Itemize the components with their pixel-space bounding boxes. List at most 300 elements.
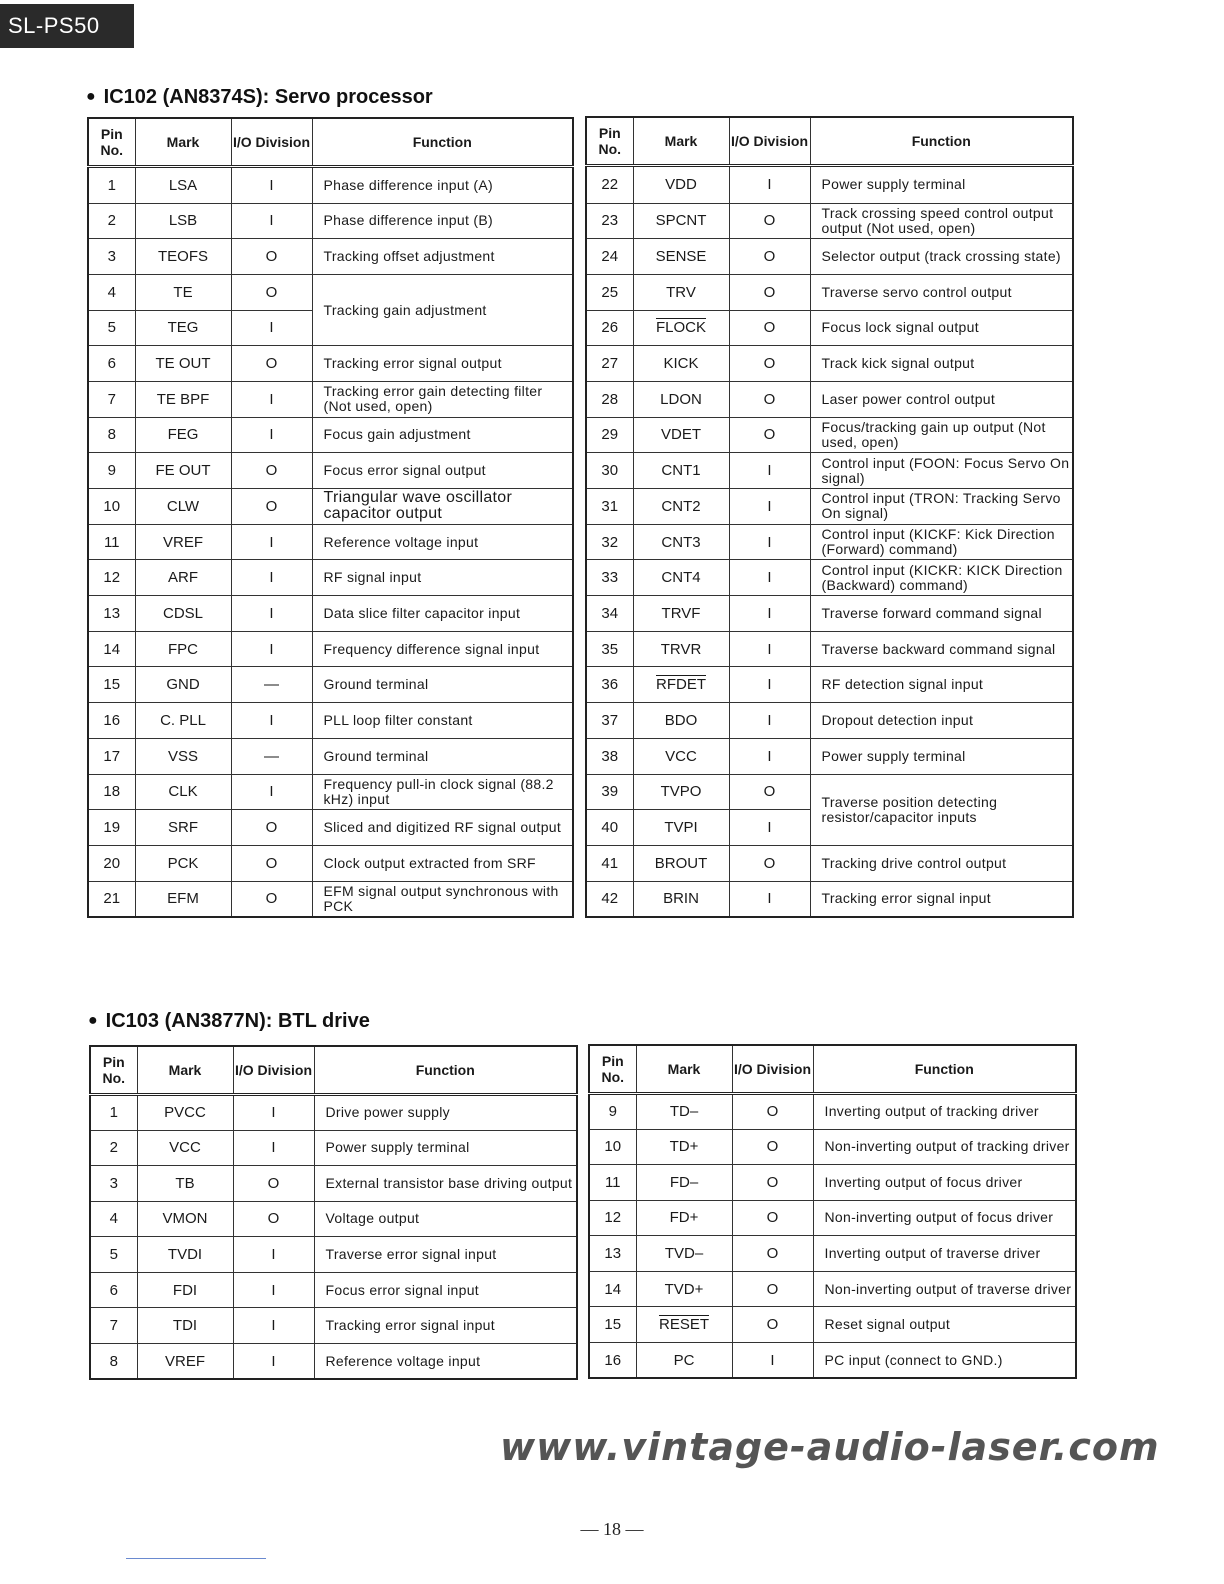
ic103-heading [88,1010,370,1033]
table-row [90,1308,577,1344]
pin-function: Phase difference input (A) [312,166,573,203]
pin-mark [633,596,729,632]
table-row [90,1272,577,1308]
pin-function: Reset signal output [813,1307,1076,1343]
pin-number: 7 [90,1308,137,1344]
table-row [589,1307,1076,1343]
pin-mark [636,1343,732,1379]
pin-mark-text: FD+ [669,1209,699,1227]
pin-mark [135,560,231,596]
pin-io-division: I [233,1272,314,1308]
pin-mark-text: TVD– [664,1245,704,1263]
pin-number: 40 [586,810,633,846]
pin-mark-text: VCC [169,1139,201,1157]
pin-number: 10 [88,489,135,525]
table-row [88,596,573,632]
pin-number: 27 [586,346,633,382]
pin-io-division: I [729,810,810,846]
pin-io-division: I [231,774,312,810]
header-io-division: I/O Division [732,1045,813,1093]
table-row [586,596,1073,632]
pin-io-division: O [732,1236,813,1272]
table-row [90,1237,577,1273]
pin-number: 5 [88,310,135,346]
pin-mark [636,1165,732,1201]
pin-mark [633,274,729,310]
pin-function: Focus/tracking gain up output (Not used, open) [810,417,1073,453]
table-row [88,381,573,417]
table-row [586,524,1073,560]
pin-mark [633,845,729,881]
pin-mark [633,381,729,417]
pin-function: Control input (FOON: Focus Servo On signal) [810,453,1073,489]
table-row [90,1130,577,1166]
pin-mark-text: TEOFS [157,248,208,266]
pin-number: 6 [90,1272,137,1308]
pin-function: Tracking offset adjustment [312,239,573,275]
pin-mark-text: LSB [168,212,198,230]
pin-mark-text: TD– [669,1103,699,1120]
pin-number: 16 [88,703,135,739]
pin-io-division: I [729,489,810,525]
pin-mark-text: TB [175,1174,195,1192]
pin-mark [137,1166,233,1202]
pin-mark-text: FLOCK [655,319,706,337]
pin-function: Focus lock signal output [810,310,1073,346]
pin-mark-text: PVCC [164,1104,206,1121]
pin-mark [135,810,231,846]
table-row [589,1271,1076,1307]
pin-mark [636,1271,732,1307]
ic102-pin-table-left [87,117,574,918]
header-io-division: I/O Division [729,117,810,165]
pin-function: Focus error signal output [312,453,573,489]
link-underline [126,1558,266,1559]
table-row [589,1129,1076,1165]
pin-mark [137,1272,233,1308]
pin-function: Traverse error signal input [314,1237,577,1273]
pin-function: Tracking gain adjustment [312,274,573,345]
pin-mark-text: CNT4 [661,569,701,587]
header-io-division: I/O Division [233,1046,314,1094]
pin-mark [135,845,231,881]
pin-number: 42 [586,881,633,917]
pin-mark-text: TE BPF [156,390,210,408]
table-row [90,1166,577,1202]
pin-mark [636,1307,732,1343]
pin-number: 34 [586,596,633,632]
pin-function: Traverse forward command signal [810,596,1073,632]
page-number: — 18 — [580,1519,644,1539]
pin-number: 17 [88,738,135,774]
pin-mark [137,1308,233,1344]
table-row [589,1343,1076,1379]
table-row [88,417,573,453]
pin-io-division: I [231,203,312,239]
pin-mark-text: RESET [658,1316,709,1334]
table-row [88,239,573,275]
pin-function: Phase difference input (B) [312,203,573,239]
pin-io-division: O [729,239,810,275]
table-row [586,560,1073,596]
table-row [586,738,1073,774]
header-pin-no: Pin No. [88,118,135,166]
pin-number: 3 [88,239,135,275]
pin-number: 4 [90,1201,137,1237]
pin-mark [633,489,729,525]
pin-mark-text: BRIN [663,890,699,908]
pin-number: 15 [88,667,135,703]
pin-mark-text: CNT3 [661,533,701,551]
pin-mark [137,1237,233,1273]
pin-number: 9 [589,1093,636,1129]
pin-number: 5 [90,1237,137,1273]
pin-mark [633,453,729,489]
pin-number: 22 [586,165,633,203]
header-pin-no: Pin No. [589,1045,636,1093]
pin-io-division: O [231,274,312,310]
pin-mark [135,310,231,346]
pin-mark [135,203,231,239]
table-row [88,166,573,203]
pin-io-division: I [729,560,810,596]
pin-number: 8 [88,417,135,453]
table-row [88,274,573,310]
pin-mark [135,489,231,525]
pin-number: 11 [589,1165,636,1201]
pin-number: 11 [88,524,135,560]
pin-mark [137,1344,233,1380]
pin-number: 23 [586,203,633,239]
pin-io-division: I [729,738,810,774]
pin-function: Dropout detection input [810,703,1073,739]
pin-io-division: O [732,1200,813,1236]
pin-io-division: O [729,346,810,382]
header-function: Function [312,118,573,166]
pin-mark-text: SPCNT [655,212,707,230]
pin-number: 12 [88,560,135,596]
pin-number: 18 [88,774,135,810]
ic102-pin-table-right [585,116,1074,918]
pin-function: Focus gain adjustment [312,417,573,453]
pin-number: 21 [88,881,135,917]
pin-io-division: I [231,310,312,346]
table-row [586,667,1073,703]
table-row [88,346,573,382]
pin-function: Laser power control output [810,381,1073,417]
pin-mark [135,346,231,382]
pin-mark [633,346,729,382]
pin-io-division: O [231,489,312,525]
pin-function: Tracking drive control output [810,845,1073,881]
table-row [88,631,573,667]
pin-io-division: I [729,165,810,203]
pin-mark-text: TDI [172,1317,198,1335]
pin-mark [135,703,231,739]
pin-io-division: O [729,203,810,239]
pin-function: Non-inverting output of focus driver [813,1200,1076,1236]
table-row [586,346,1073,382]
pin-function: Traverse backward command signal [810,631,1073,667]
pin-number: 1 [90,1094,137,1130]
pin-mark-text: TVPO [660,783,702,801]
pin-mark-text: VCC [665,747,697,765]
pin-mark-text: TRVF [661,604,701,622]
table-row [90,1201,577,1237]
pin-mark [135,881,231,917]
header-mark: Mark [633,117,729,165]
pin-mark-text: CDSL [162,604,203,622]
pin-number: 30 [586,453,633,489]
header-function: Function [810,117,1073,165]
table-row [586,417,1073,453]
pin-mark-text: TVPI [664,819,698,837]
bullet-icon: ● [86,88,96,105]
pin-function: Tracking error gain detecting filter (Not used, open) [312,381,573,417]
pin-mark-text: FD– [669,1173,699,1191]
pin-mark [636,1129,732,1165]
pin-mark [633,560,729,596]
pin-io-division: O [729,310,810,346]
pin-function: Sliced and digitized RF signal output [312,810,573,846]
pin-mark-text: KICK [663,355,699,373]
pin-io-division: — [231,667,312,703]
pin-mark-text: TVD+ [664,1280,704,1298]
pin-io-division: — [231,738,312,774]
pin-number: 35 [586,631,633,667]
pin-function: Tracking error signal output [312,346,573,382]
pin-mark [633,239,729,275]
pin-mark [135,274,231,310]
pin-mark-text: TE [173,283,193,301]
pin-io-division: I [732,1343,813,1379]
table-row [586,631,1073,667]
pin-function: Triangular wave oscillator capacitor output [312,489,573,525]
pin-number: 12 [589,1200,636,1236]
pin-io-division: O [732,1307,813,1343]
pin-number: 6 [88,346,135,382]
pin-mark [636,1093,732,1129]
pin-mark-text: CLW [166,497,200,515]
pin-function: Control input (KICKR: KICK Direction (Backward) command) [810,560,1073,596]
pin-number: 3 [90,1166,137,1202]
pin-io-division: I [233,1308,314,1344]
pin-function: Frequency difference signal input [312,631,573,667]
pin-io-division: O [231,845,312,881]
pin-io-division: I [233,1130,314,1166]
pin-function: Inverting output of tracking driver [813,1093,1076,1129]
pin-mark-text: TRVR [660,640,702,658]
pin-mark-text: GND [166,676,200,694]
pin-function: Non-inverting output of tracking driver [813,1129,1076,1165]
ic102-heading [86,86,433,109]
pin-function: Voltage output [314,1201,577,1237]
pin-function: Traverse servo control output [810,274,1073,310]
pin-mark [135,667,231,703]
table-row [88,667,573,703]
pin-mark-text: FEG [167,426,199,444]
pin-mark [633,774,729,810]
pin-mark [633,524,729,560]
pin-io-division: I [729,631,810,667]
pin-number: 41 [586,845,633,881]
pin-number: 29 [586,417,633,453]
header-function: Function [813,1045,1076,1093]
pin-io-division: O [732,1093,813,1129]
pin-number: 9 [88,453,135,489]
pin-io-division: I [233,1344,314,1380]
pin-io-division: I [231,703,312,739]
pin-mark [633,667,729,703]
pin-io-division: I [231,524,312,560]
pin-number: 10 [589,1129,636,1165]
pin-number: 14 [589,1271,636,1307]
header-mark: Mark [137,1046,233,1094]
pin-mark-text: VDET [660,426,701,444]
pin-function: Inverting output of focus driver [813,1165,1076,1201]
pin-mark-text: VDD [665,176,697,193]
pin-mark-text: BDO [664,711,698,729]
table-row [90,1344,577,1380]
table-row [90,1094,577,1130]
pin-io-division: O [231,810,312,846]
pin-number: 2 [90,1130,137,1166]
pin-number: 28 [586,381,633,417]
pin-io-division: I [729,703,810,739]
pin-function: PC input (connect to GND.) [813,1343,1076,1379]
table-row [88,560,573,596]
table-row [586,274,1073,310]
pin-function: Track kick signal output [810,346,1073,382]
pin-mark-text: CNT2 [661,497,701,515]
pin-function: Clock output extracted from SRF [312,845,573,881]
pin-mark [633,417,729,453]
pin-mark [135,381,231,417]
pin-function: Tracking error signal input [314,1308,577,1344]
pin-mark [633,631,729,667]
pin-function: Control input (TRON: Tracking Servo On signal) [810,489,1073,525]
pin-function: Track crossing speed control output output (Not used, open) [810,203,1073,239]
table-row [88,453,573,489]
pin-io-division: O [231,881,312,917]
pin-mark [135,453,231,489]
pin-number: 4 [88,274,135,310]
ic102-title: IC102 (AN8374S): Servo processor [103,86,433,108]
pin-mark [135,738,231,774]
pin-io-division: O [233,1166,314,1202]
pin-io-division: I [729,667,810,703]
table-row [88,881,573,917]
pin-io-division: I [233,1094,314,1130]
pin-function: Inverting output of traverse driver [813,1236,1076,1272]
pin-mark-text: ARF [168,569,198,587]
table-row [88,810,573,846]
pin-mark [633,881,729,917]
pin-function: Power supply terminal [314,1130,577,1166]
pin-mark-text: VREF [164,1352,205,1370]
ic103-pin-table-right [588,1044,1077,1379]
table-row [88,738,573,774]
pin-mark-text: CLK [168,783,198,801]
pin-function: Frequency pull-in clock signal (88.2 kHz) input [312,774,573,810]
table-row [586,845,1073,881]
pin-mark-text: TEG [167,319,199,337]
pin-function: Selector output (track crossing state) [810,239,1073,275]
pin-mark [633,310,729,346]
pin-io-division: O [231,239,312,275]
pin-function: Control input (KICKF: Kick Direction (Forward) command) [810,524,1073,560]
pin-number: 1 [88,166,135,203]
pin-mark [135,239,231,275]
pin-mark [135,596,231,632]
ic103-pin-table-left [89,1045,578,1380]
pin-number: 20 [88,845,135,881]
pin-io-division: I [231,381,312,417]
pin-number: 8 [90,1344,137,1380]
table-row [586,774,1073,810]
pin-io-division: I [729,453,810,489]
pin-io-division: I [231,631,312,667]
header-io-division: I/O Division [231,118,312,166]
model-tag: SL-PS50 [0,4,134,48]
pin-mark-text: C. PLL [160,711,206,729]
table-row [586,165,1073,203]
pin-number: 24 [586,239,633,275]
header-mark: Mark [636,1045,732,1093]
pin-mark-text: LSA [168,176,198,194]
pin-mark-text: FPC [168,640,198,658]
pin-function: RF detection signal input [810,667,1073,703]
table-row [88,845,573,881]
header-pin-no: Pin No. [586,117,633,165]
pin-io-division: O [729,774,810,810]
pin-mark-text: VMON [162,1210,208,1228]
pin-number: 16 [589,1343,636,1379]
pin-mark-text: TE OUT [155,355,211,373]
pin-mark [633,810,729,846]
pin-mark-text: SRF [168,819,198,837]
pin-mark [135,417,231,453]
pin-number: 38 [586,738,633,774]
table-row [589,1200,1076,1236]
pin-mark-text: TRV [666,283,696,301]
pin-mark [633,165,729,203]
table-row [589,1236,1076,1272]
header-pin-no: Pin No. [90,1046,137,1094]
pin-function: Data slice filter capacitor input [312,596,573,632]
pin-io-division: O [732,1165,813,1201]
pin-mark [633,738,729,774]
table-row [586,453,1073,489]
header-function: Function [314,1046,577,1094]
pin-io-division: O [729,381,810,417]
pin-function: EFM signal output synchronous with PCK [312,881,573,917]
pin-function: Power supply terminal [810,738,1073,774]
pin-function: Non-inverting output of traverse driver [813,1271,1076,1307]
pin-mark-text: TVDI [167,1246,203,1264]
pin-number: 31 [586,489,633,525]
table-row [88,203,573,239]
pin-mark-text: VREF [162,533,203,551]
header-mark: Mark [135,118,231,166]
pin-number: 39 [586,774,633,810]
pin-mark [137,1130,233,1166]
pin-mark-text: PCK [167,854,199,872]
pin-number: 13 [88,596,135,632]
table-row [88,489,573,525]
pin-io-division: I [231,596,312,632]
pin-mark-text: FE OUT [155,462,211,480]
